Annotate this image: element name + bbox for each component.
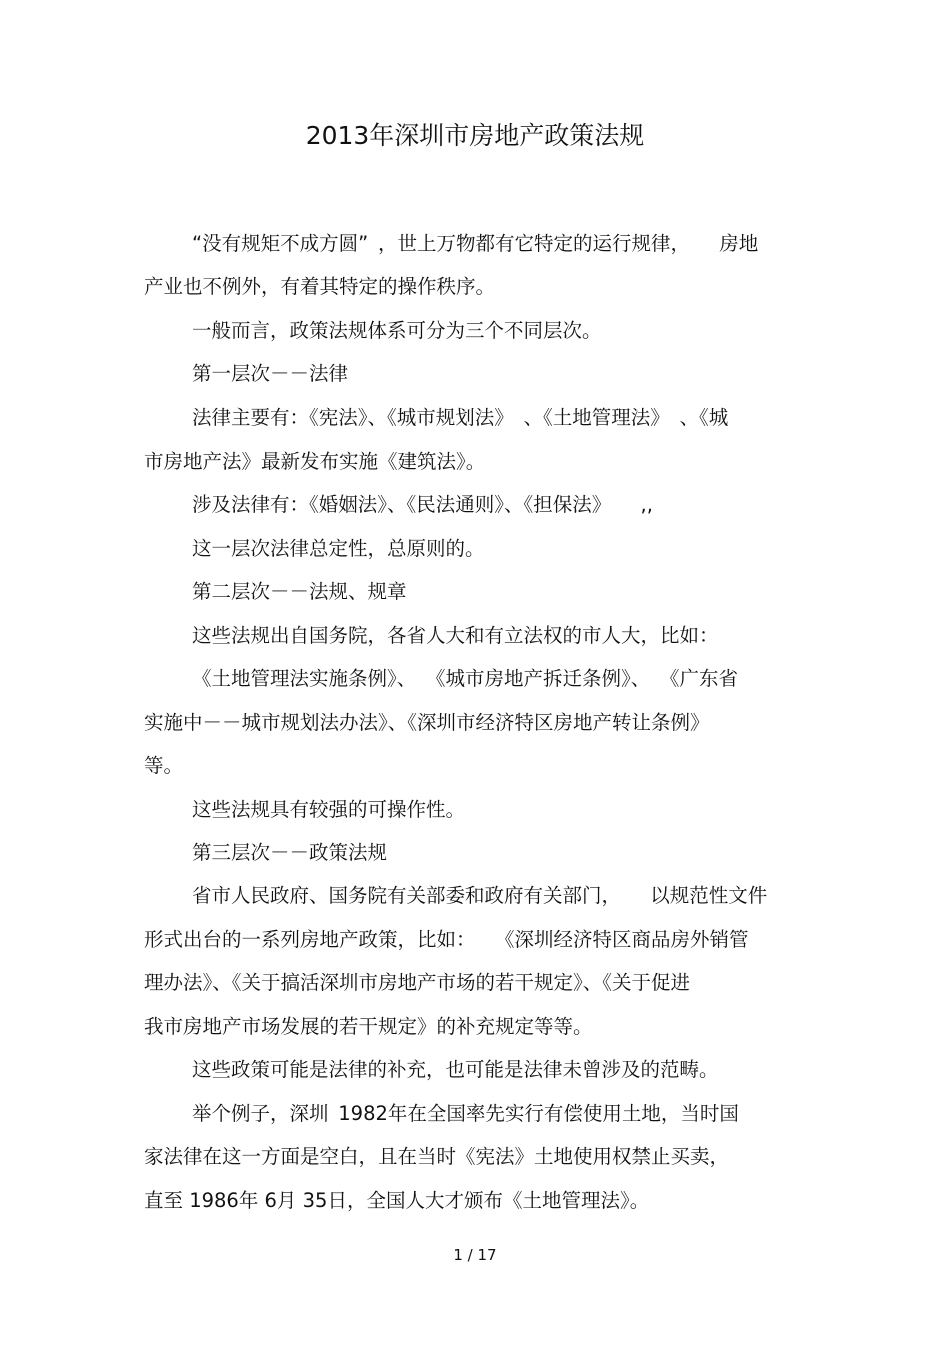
paragraph-line: 一般而言，政策法规体系可分为三个不同层次。	[192, 319, 602, 342]
paragraph-line: 理办法》、《关于搞活深圳市房地产市场的若干规定》、《关于促进	[144, 971, 691, 994]
page-number: 1 / 17	[453, 1246, 497, 1264]
paragraph-line: 市房地产法》最新发布实施《建筑法》。	[144, 450, 486, 473]
paragraph-line: 这些政策可能是法律的补充，也可能是法律未曾涉及的范畴。	[192, 1058, 719, 1081]
paragraph-line: 省市人民政府、国务院有关部委和政府有关部门， 以规范性文件	[192, 884, 768, 907]
paragraph-line: 产业也不例外，有着其特定的操作秩序。	[144, 275, 496, 298]
paragraph-line: 直至 1986年 6月 35日，全国人大才颁布《土地管理法》。	[144, 1189, 650, 1212]
paragraph-line: 涉及法律有：《婚姻法》、《民法通则》、《担保法》 ,,	[192, 493, 653, 516]
paragraph-line: 我市房地产市场发展的若干规定》的补充规定等等。	[144, 1015, 593, 1038]
paragraph-line: 第一层次－－法律	[192, 362, 349, 385]
paragraph-line: 第三层次－－政策法规	[192, 841, 388, 864]
paragraph-line: 这些法规出自国务院，各省人大和有立法权的市人大，比如：	[192, 624, 719, 647]
paragraph-line: 第二层次－－法规、规章	[192, 580, 407, 603]
paragraph-line: 这些法规具有较强的可操作性。	[192, 798, 466, 821]
paragraph-line: 《土地管理法实施条例》、 《城市房地产拆迁条例》、 《广东省	[192, 667, 739, 690]
paragraph-line: 形式出台的一系列房地产政策，比如： 《深圳经济特区商品房外销管	[144, 928, 749, 951]
page-title: 2013年深圳市房地产政策法规	[305, 121, 645, 150]
paragraph-line: 法律主要有：《宪法》、《城市规划法》 、《土地管理法》 、《城	[192, 406, 729, 429]
paragraph-line: “没有规矩不成方圆” ，世上万物都有它特定的运行规律， 房地	[192, 232, 759, 255]
paragraph-line: 家法律在这一方面是空白，且在当时《宪法》土地使用权禁止买卖，	[144, 1145, 730, 1168]
paragraph-line: 举个例子，深圳 1982年在全国率先实行有偿使用土地，当时国	[192, 1102, 739, 1125]
paragraph-line: 实施中－－城市规划法办法》、《深圳市经济特区房地产转让条例》	[144, 711, 710, 734]
paragraph-line: 这一层次法律总定性，总原则的。	[192, 537, 485, 560]
paragraph-line: 等。	[144, 754, 184, 777]
